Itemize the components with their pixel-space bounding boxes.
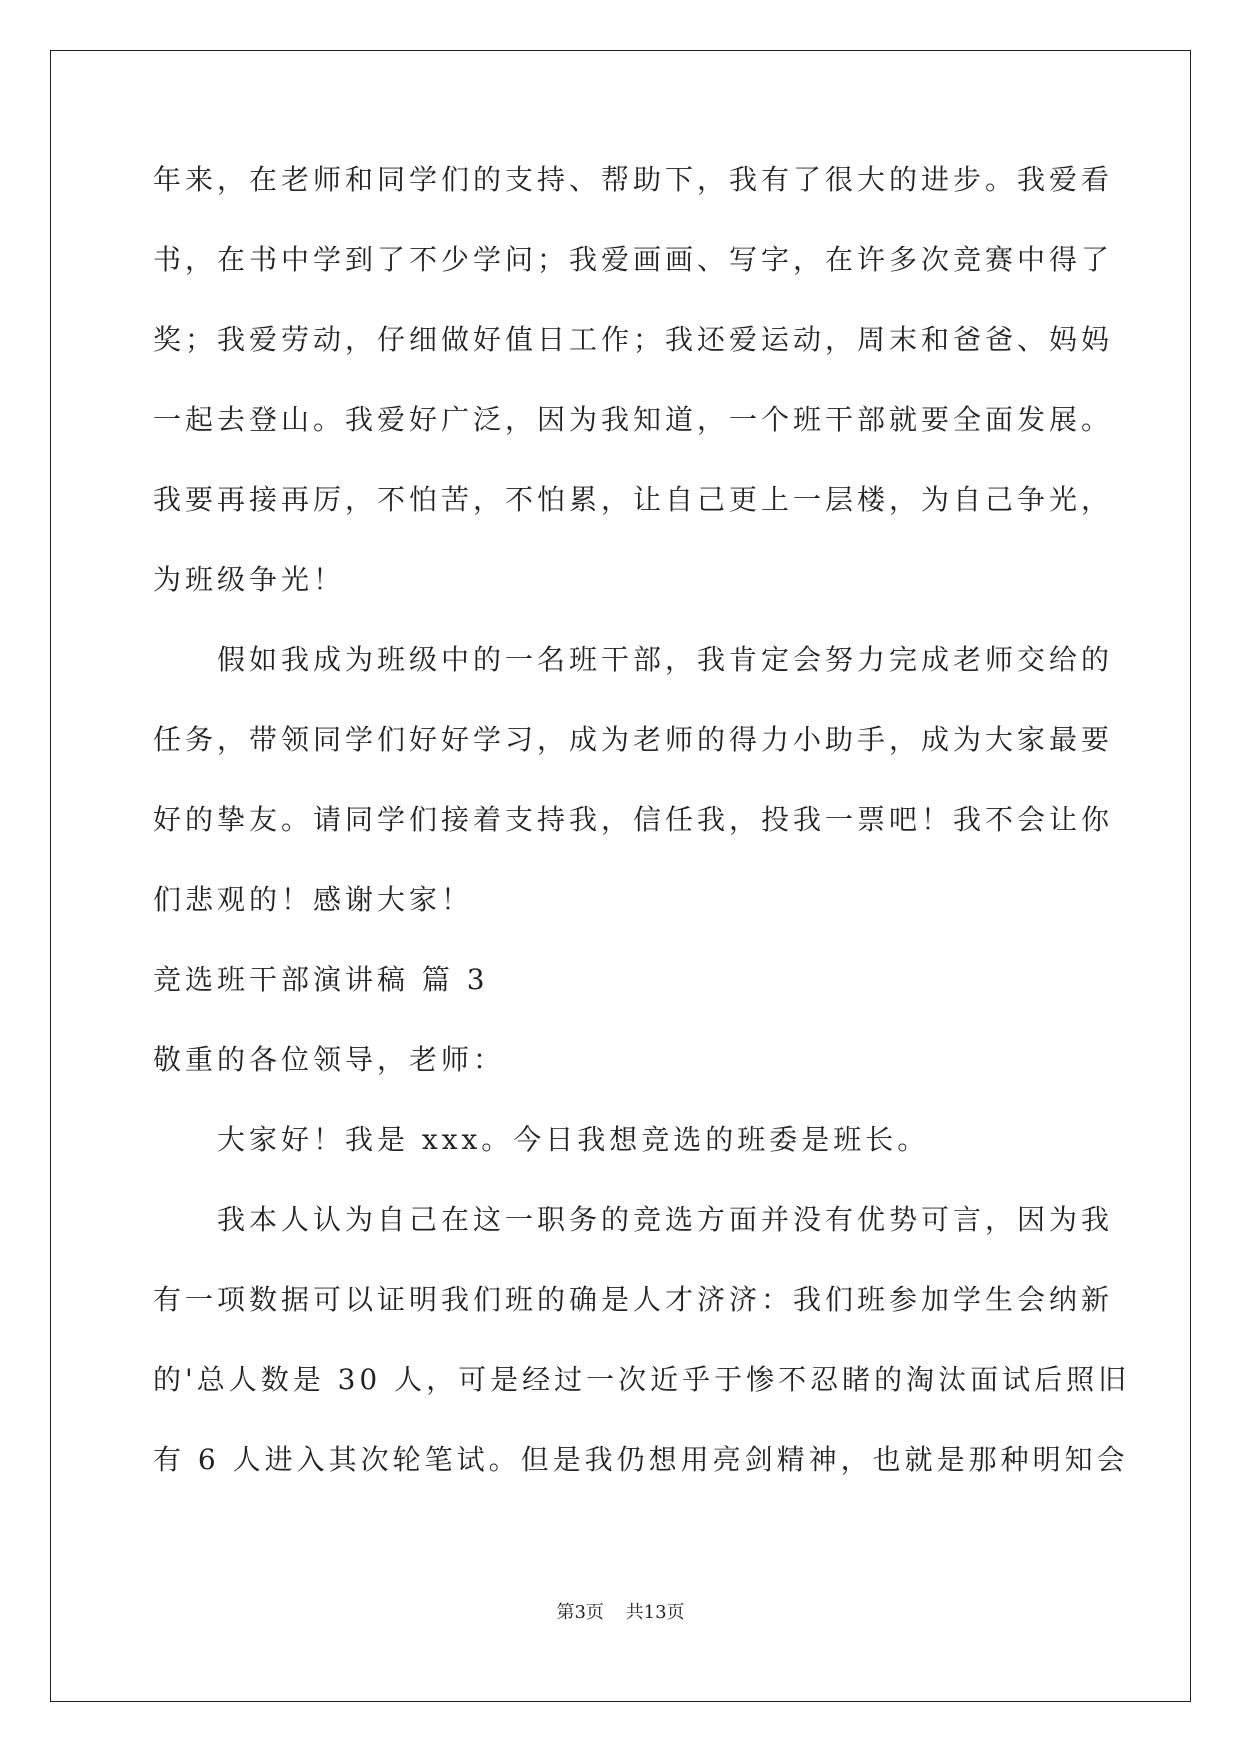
page-total: 共13页 <box>625 1602 685 1623</box>
text-line: 年来，在老师和同学们的支持、帮助下，我有了很大的进步。我爱看 <box>153 163 1114 196</box>
page-number: 第3页 <box>556 1602 604 1623</box>
text-line: 我要再接再厉，不怕苦，不怕累，让自己更上一层楼，为自己争光， <box>153 483 1114 516</box>
text-line: 有 6 人进入其次轮笔试。但是我仍想用亮剑精神，也就是那种明知会 <box>153 1443 1129 1476</box>
paragraph-first-line: 大家好！我是 xxx。今日我想竞选的班委是班长。 <box>217 1123 930 1156</box>
text-line: 任务，带领同学们好好学习，成为老师的得力小助手，成为大家最要 <box>153 723 1114 756</box>
text-line: 奖；我爱劳动，仔细做好值日工作；我还爱运动，周末和爸爸、妈妈 <box>153 323 1114 356</box>
text-line: 为班级争光！ <box>153 563 346 596</box>
text-line: 好的挚友。请同学们接着支持我，信任我，投我一票吧！我不会让你 <box>153 803 1114 836</box>
text-line: 书，在书中学到了不少学问；我爱画画、写字，在许多次竞赛中得了 <box>153 243 1114 276</box>
salutation: 敬重的各位领导，老师： <box>153 1043 506 1076</box>
text-line: 一起去登山。我爱好广泛，因为我知道，一个班干部就要全面发展。 <box>153 403 1114 436</box>
text-line: 的'总人数是 30 人，可是经过一次近乎于惨不忍睹的淘汰面试后照旧 <box>153 1363 1131 1396</box>
paragraph-first-line: 我本人认为自己在这一职务的竞选方面并没有优势可言，因为我 <box>217 1203 1114 1236</box>
section-heading: 竞选班干部演讲稿 篇 3 <box>153 963 489 996</box>
page-footer <box>0 1598 1241 1624</box>
text-line: 们悲观的！感谢大家！ <box>153 883 474 916</box>
paragraph-first-line: 假如我成为班级中的一名班干部，我肯定会努力完成老师交给的 <box>217 643 1114 676</box>
document-body <box>153 160 1131 1520</box>
text-line: 有一项数据可以证明我们班的确是人才济济：我们班参加学生会纳新 <box>153 1283 1114 1316</box>
